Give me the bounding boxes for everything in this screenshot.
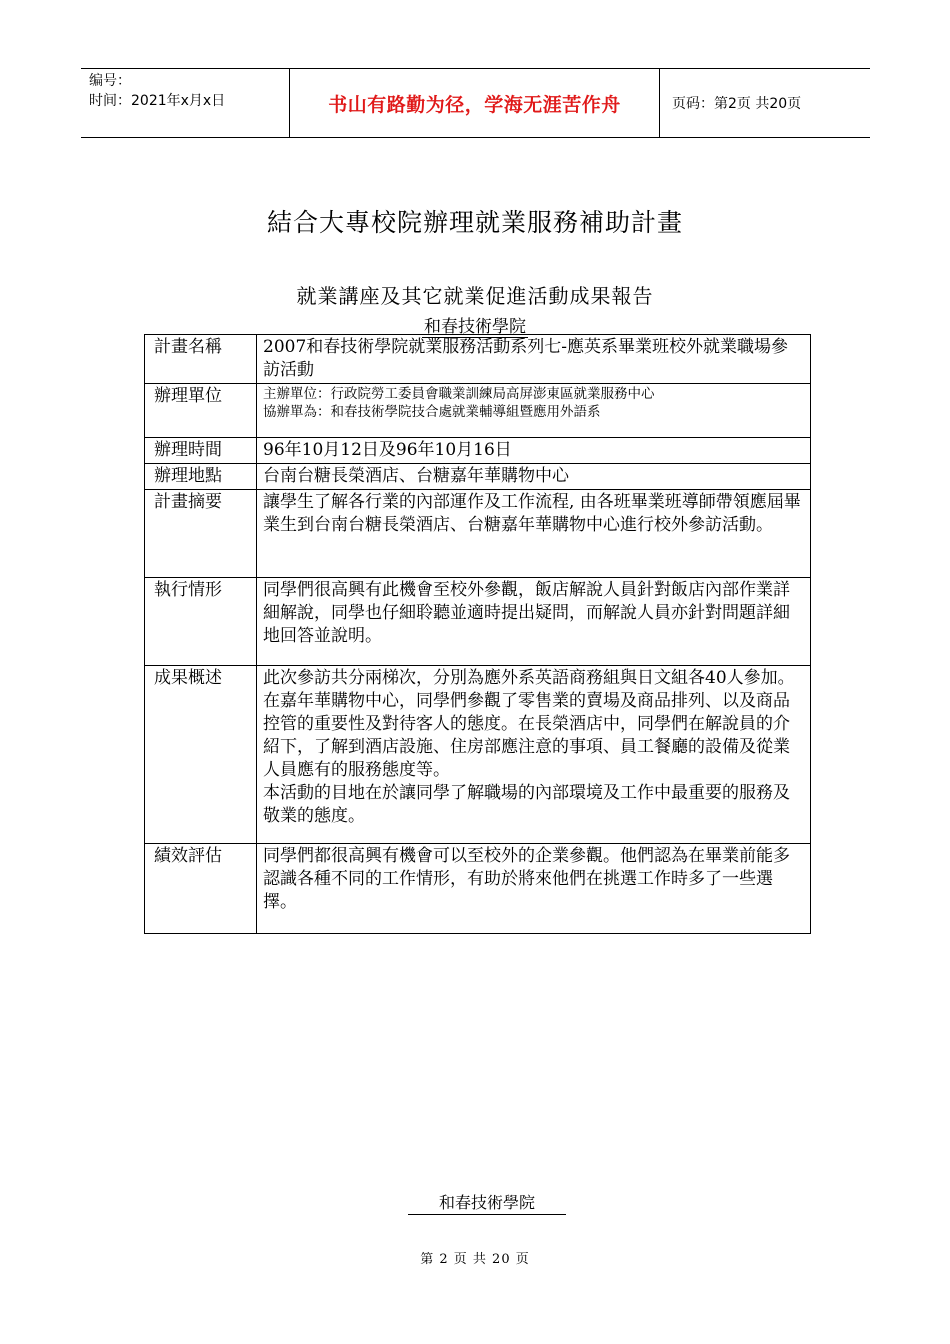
row-value: 同學們都很高興有機會可以至校外的企業參觀。他們認為在畢業前能多認識各種不同的工作情形，有助於將來他們在挑選工作時多了一些選擇。 xyxy=(257,844,811,934)
table-row xyxy=(145,844,811,934)
table-row xyxy=(145,464,811,490)
document-subtitle: 就業講座及其它就業促進活動成果報告 xyxy=(296,284,654,308)
header-motto: 书山有路勤为径，学海无涯苦作舟 xyxy=(290,69,660,137)
row-value: 96年10月12日及96年10月16日 xyxy=(257,438,811,464)
row-text: 本活動的目地在於讓同學了解職場的內部環境及工作中最重要的服務及敬業的態度。 xyxy=(263,783,790,826)
row-label: 計畫摘要 xyxy=(145,490,257,578)
row-label: 辦理單位 xyxy=(145,384,257,438)
row-label: 辦理地點 xyxy=(145,464,257,490)
row-label: 計畫名稱 xyxy=(145,335,257,384)
table-row xyxy=(145,384,811,438)
row-label: 成果概述 xyxy=(145,666,257,844)
row-value: 讓學生了解各行業的內部運作及工作流程, 由各班畢業班導師帶領應屆畢業生到台南台糖長榮酒店、台糖嘉年華購物中心進行校外參訪活動。 xyxy=(257,490,811,578)
row-label: 績效評估 xyxy=(145,844,257,934)
table-row xyxy=(145,335,811,384)
row-text: 此次參訪共分兩梯次，分別為應外系英語商務組與日文組各40人參加。在嘉年華購物中心，同學們參觀了零售業的賣場及商品排列、以及商品控管的重要性及對待客人的態度。在長榮酒店中，同學們在解說員的介紹下，了解到酒店設施、住房部應注意的事項、員工餐廳的設備及從業人員應有的服務態度等。 xyxy=(263,668,795,780)
footer-school-name: 和春技術學院 xyxy=(408,1190,566,1215)
row-value xyxy=(257,384,811,438)
table-row xyxy=(145,578,811,666)
report-table xyxy=(144,334,811,934)
table-row xyxy=(145,666,811,844)
row-value xyxy=(257,666,811,844)
table-row xyxy=(145,490,811,578)
row-text: 主辦單位：行政院勞工委員會職業訓練局高屏澎東區就業服務中心 xyxy=(263,386,655,402)
header-meta xyxy=(81,69,290,137)
document-title: 結合大專校院辦理就業服務補助計畫 xyxy=(266,208,683,237)
time-label: 时间：2021年x月x日 xyxy=(89,93,226,109)
row-label: 執行情形 xyxy=(145,578,257,666)
row-text: 協辦單為：和春技術學院技合處就業輔導組暨應用外語系 xyxy=(263,404,601,420)
page-header xyxy=(81,68,870,138)
code-label: 编号： xyxy=(89,73,131,89)
table-row xyxy=(145,438,811,464)
row-label: 辦理時間 xyxy=(145,438,257,464)
row-value: 台南台糖長榮酒店、台糖嘉年華購物中心 xyxy=(257,464,811,490)
row-value: 同學們很高興有此機會至校外參觀，飯店解說人員針對飯店內部作業詳細解說，同學也仔細聆聽並適時提出疑問，而解說人員亦針對問題詳細地回答並說明。 xyxy=(257,578,811,666)
header-page-label: 页码：第2页 共20页 xyxy=(672,96,802,112)
row-text: 2007和春技術學院就業服務活動系列七-應英系畢業班校外就業職場參訪活動 xyxy=(263,337,789,380)
school-name-text: 和春技術學院 xyxy=(424,317,526,337)
page-number: 第 2 页 共 20 页 xyxy=(420,1252,530,1267)
row-value xyxy=(257,335,811,384)
